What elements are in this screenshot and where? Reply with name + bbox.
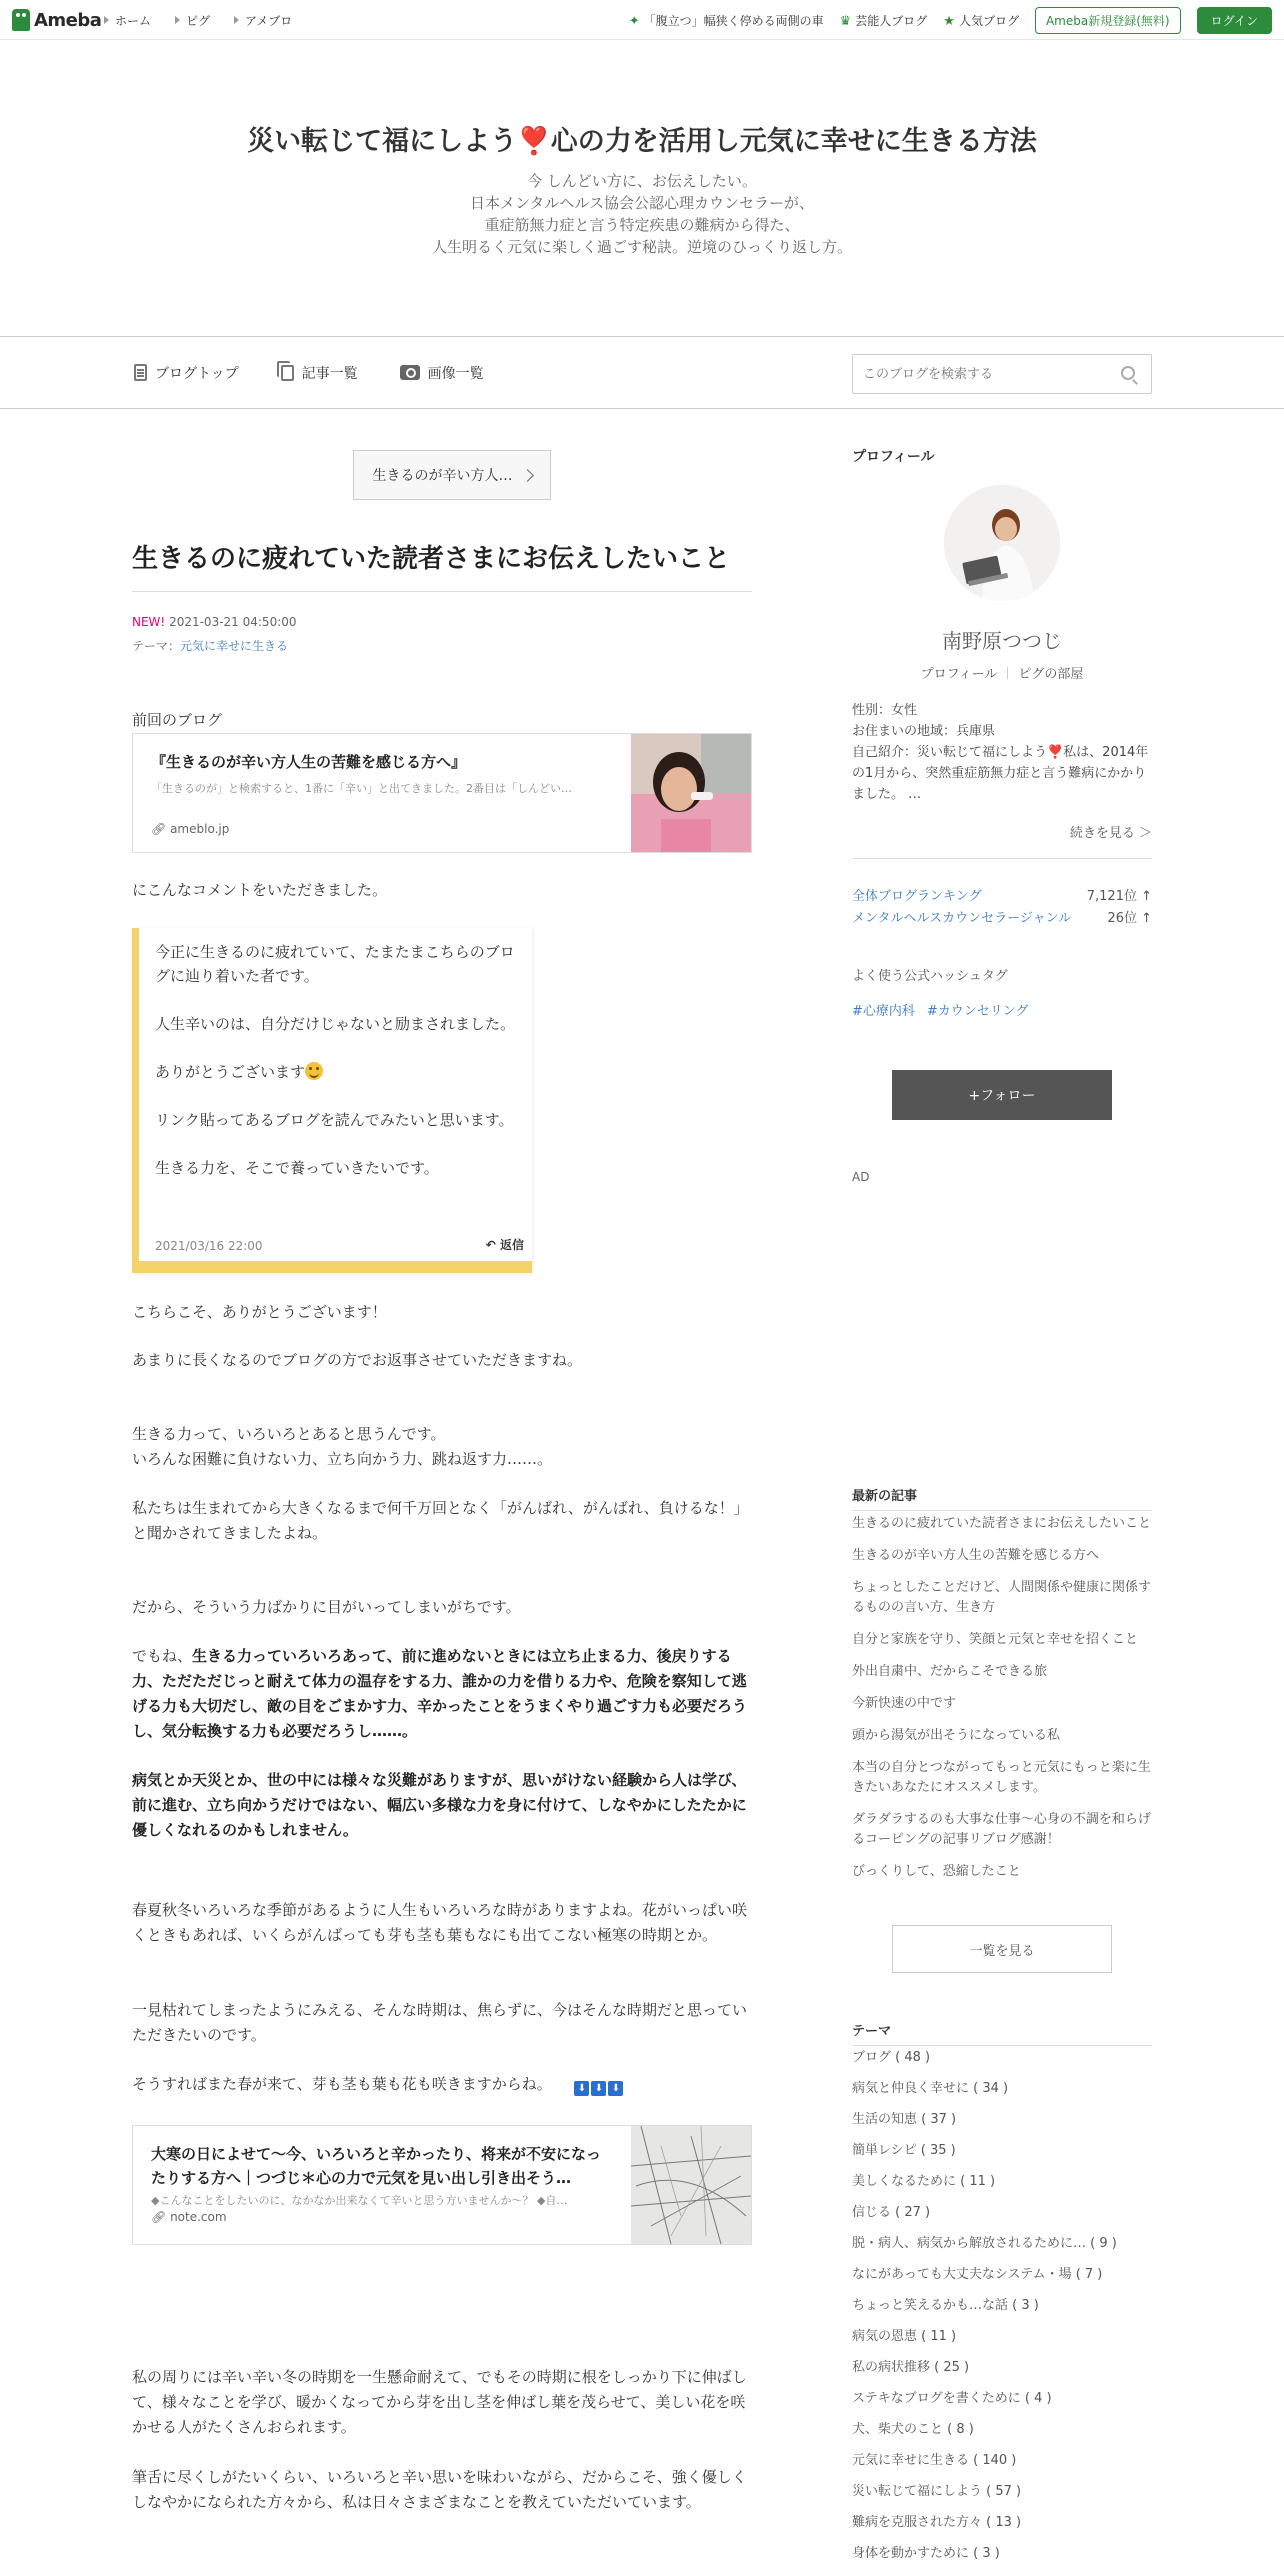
blog-top-link[interactable]: ブログトップ bbox=[134, 363, 239, 383]
link-card-desc: 「生きるのが」と検索すると、1番に「辛い」と出てきました。2番目は「しんどい… bbox=[151, 782, 572, 795]
reply-button[interactable]: ↶ 返信 bbox=[485, 1238, 524, 1252]
trending-topic-link[interactable]: ✦ 「腹立つ」幅狭く停める両側の車 bbox=[628, 13, 824, 29]
link-icon: 🔗︎ bbox=[151, 2210, 167, 2224]
theme-item[interactable]: 難病を克服された方々 ( 13 ) bbox=[852, 2515, 1022, 2530]
comment-intro: にこんなコメントをいただきました。 bbox=[132, 881, 388, 899]
paragraph: 生きる力って、いろいろとあると思うんです。 いろんな困難に負けない力、立ち向かう力、跳ね返す力……。 bbox=[132, 1425, 553, 1468]
recent-article-item[interactable]: 今新快速の中です bbox=[852, 1696, 957, 1711]
theme-item[interactable]: 美しくなるために ( 11 ) bbox=[852, 2174, 996, 2189]
pig-room-link[interactable]: ピグの部屋 bbox=[1018, 667, 1084, 682]
paragraph: 一見枯れてしまったようにみえる、そんな時期は、焦らずに、今はそんな時期だと思っていただきたいのです。 bbox=[132, 2001, 748, 2044]
theme-item[interactable]: 生活の知恵 ( 37 ) bbox=[852, 2112, 957, 2127]
avatar[interactable] bbox=[944, 485, 1060, 601]
recent-heading: 最新の記事 bbox=[852, 1485, 1152, 1511]
article-datetime: 2021-03-21 04:50:00 bbox=[169, 615, 297, 629]
theme-item[interactable]: ステキなブログを書くために ( 4 ) bbox=[852, 2391, 1052, 2406]
theme-item[interactable]: ちょっと笑えるかも…な話 ( 3 ) bbox=[852, 2298, 1039, 2313]
blog-header bbox=[0, 41, 1284, 336]
triangle-right-icon bbox=[175, 16, 180, 24]
image-list-link[interactable]: 画像一覧 bbox=[400, 363, 484, 383]
chevron-right-icon bbox=[521, 469, 534, 482]
profile-link[interactable]: プロフィール bbox=[920, 667, 998, 682]
comment-date: 2021/03/16 22:00 bbox=[155, 1239, 263, 1253]
theme-item[interactable]: ブログ ( 48 ) bbox=[852, 2050, 931, 2065]
theme-item[interactable]: 病気の恩恵 ( 11 ) bbox=[852, 2329, 957, 2344]
search-input[interactable] bbox=[853, 355, 1103, 393]
blog-search bbox=[852, 354, 1152, 394]
comment-text: 今正に生きるのに疲れていて、たまたまこちらのブログに辿り着いた者です。 人生辛いのは、自分だけじゃないと励まされました。 ありがとうございます リンク貼ってあるブログを読んでみたいと思います。 生きる力を、そこで養っていきたいです。 bbox=[155, 943, 516, 1177]
recent-article-item[interactable]: 外出自粛中、だからこそできる旅 bbox=[852, 1664, 1048, 1679]
recent-article-item[interactable]: びっくりして、恐縮したこと bbox=[852, 1864, 1021, 1879]
theme-item[interactable]: 信じる ( 27 ) bbox=[852, 2205, 931, 2220]
hashtag-heading: よく使う公式ハッシュタグ bbox=[852, 969, 1008, 984]
prev-article-button[interactable]: 生きるのが辛い方人… bbox=[353, 450, 551, 500]
crown-icon: ♛ bbox=[839, 13, 852, 29]
recent-articles bbox=[852, 1514, 1152, 1894]
profile-info: 性別：女性 お住まいの地域：兵庫県 自己紹介：災い転じて福にしよう❣️私は、2014年の1月から、突然重症筋無力症と言う難病にかかりました。 … bbox=[852, 703, 1149, 802]
star-icon: ★ bbox=[943, 13, 955, 29]
link-icon: 🔗︎ bbox=[151, 822, 167, 836]
down-arrows-icon: ⬇ ⬇ ⬇ bbox=[574, 2081, 623, 2096]
theme-item[interactable]: 脱・病人、病気から解放されるために… ( 9 ) bbox=[852, 2236, 1117, 2251]
paragraph: そうすればまた春が来て、芽も茎も葉も花も咲きますからね。 ⬇ ⬇ ⬇ bbox=[132, 2072, 752, 2097]
follow-button[interactable]: +フォロー bbox=[892, 1070, 1112, 1120]
link-card-title: 大寒の日によせて〜今、いろいろと辛かったり、将来が不安になったりする方へ｜つづじ＊心の力で元気を見い出し引き出そう… bbox=[151, 2145, 602, 2187]
reply-arrow-icon: ↶ bbox=[485, 1238, 496, 1252]
logo-text: Ameba bbox=[34, 9, 102, 31]
profile-links bbox=[852, 663, 1152, 682]
paragraph: 私たちは生まれてから大きくなるまで何千万回となく「がんばれ、がんばれ、負けるな！」 と聞かされてきましたよね。 bbox=[132, 1499, 749, 1542]
ameba-logo[interactable] bbox=[12, 8, 101, 32]
document-icon bbox=[134, 364, 147, 381]
paragraph: 私の周りには辛い辛い冬の時期を一生懸命耐えて、でもその時期に根をしっかり下に伸ばして、様々なことを学び、暖かくなってから芽を出し茎を伸ばし葉を茂らせて、美しい花を咲かせる人がたくさんおられます。 bbox=[132, 2368, 747, 2436]
copy-icon bbox=[281, 365, 294, 381]
theme-list bbox=[852, 2048, 1152, 2568]
recent-article-item[interactable]: ダラダラするのも大事な仕事〜心身の不調を和らげるコーピングの記事リブログ感謝！ bbox=[852, 1812, 1151, 1847]
link-card-thumbnail bbox=[631, 734, 751, 852]
recent-article-item[interactable]: 本当の自分とつながってもっと元気にもっと楽に生きたいあなたにオススメします。 bbox=[852, 1760, 1151, 1795]
link-card-domain: 🔗︎ ameblo.jp bbox=[151, 822, 230, 836]
profile-name[interactable]: 南野原つつじ bbox=[942, 629, 1062, 653]
link-card-title: 『生きるのが辛い方人生の苦難を感じる方へ』 bbox=[151, 753, 467, 771]
hashtag-item[interactable]: #カウンセリング bbox=[926, 1004, 1029, 1019]
link-card-prev-blog[interactable] bbox=[132, 733, 752, 853]
nav-pig[interactable]: ピグ bbox=[175, 12, 210, 29]
article-meta: NEW! 2021-03-21 04:50:00 テーマ：元気に幸せに生きる bbox=[132, 615, 297, 653]
theme-item[interactable]: 病気と仲良く幸せに ( 34 ) bbox=[852, 2081, 1009, 2096]
paragraph-bold: 病気とか天災とか、世の中には様々な災難がありますが、思いがけない経験から人は学び、前に進む、立ち向かうだけではない、幅広い多様な力を身に付けて、しなやかにしたたかに優しくなれるのかもしれません。 bbox=[132, 1771, 747, 1839]
nav-home[interactable]: ホーム bbox=[104, 12, 151, 29]
paragraph-bold: でもね、生きる力っていろいろあって、前に進めないときには立ち止まる力、後戻りする力、ただただじっと耐えて体力の温存をする力、誰かの力を借りる力や、危険を察知して逃げる力も大切だし、敵の目をごまかす力、辛かったことをうまくやり過ごす力も必要だろうし、気分転換する力も必要だろうし……。 bbox=[132, 1647, 748, 1740]
theme-item[interactable]: 犬、柴犬のこと ( 8 ) bbox=[852, 2422, 974, 2437]
smile-emoji-icon bbox=[305, 1062, 323, 1080]
recent-article-item[interactable]: 生きるのが辛い方人生の苦難を感じる方へ bbox=[852, 1548, 1100, 1563]
theme-heading: テーマ bbox=[852, 2020, 1152, 2046]
ameba-logo-icon bbox=[12, 9, 30, 31]
search-icon[interactable] bbox=[1121, 366, 1135, 380]
nav-ameblo[interactable]: アメブロ bbox=[234, 12, 292, 29]
theme-item[interactable]: 元気に幸せに生きる ( 140 ) bbox=[852, 2453, 1017, 2468]
article-theme-link[interactable]: 元気に幸せに生きる bbox=[180, 639, 289, 653]
article-title[interactable]: 生きるのに疲れていた読者さまにお伝えしたいこと bbox=[132, 538, 752, 592]
blog-description: 今 しんどい方に、お伝えしたい。 日本メンタルヘルス協会公認心理カウンセラーが、 重症筋無力症と言う特定疾患の難病から得た、 人生明るく元気に楽しく過ごす秘訣。逆境のひっくり返し方。 bbox=[431, 172, 852, 256]
profile-more-link[interactable]: 続きを見る ＞ bbox=[1069, 826, 1152, 841]
ranking-overall[interactable]: 全体ブログランキング 7,121位 ↑ bbox=[852, 889, 1152, 904]
blog-title[interactable]: 災い転じて福にしよう❣️心の力を活用し元気に幸せに生きる方法 bbox=[247, 126, 1037, 157]
link-card-domain: 🔗︎ note.com bbox=[151, 2210, 227, 2224]
triangle-right-icon bbox=[234, 16, 239, 24]
camera-icon bbox=[400, 365, 420, 380]
blog-nav bbox=[0, 336, 1284, 409]
theme-item[interactable]: 身体を動かすために ( 3 ) bbox=[852, 2546, 1000, 2561]
popular-blog-link[interactable]: ★ 人気ブログ bbox=[943, 13, 1019, 29]
recent-article-item[interactable]: 頭から湯気が出そうになっている私 bbox=[852, 1728, 1061, 1743]
top-right-links bbox=[629, 0, 1272, 40]
triangle-right-icon bbox=[104, 16, 109, 24]
recent-article-item[interactable]: ちょっとしたことだけど、人間関係や健康に関係するものの言い方、生き方 bbox=[852, 1580, 1152, 1615]
top-bar bbox=[0, 0, 1284, 40]
celebrity-blog-link[interactable]: ♛ 芸能人ブログ bbox=[839, 13, 928, 29]
register-button[interactable]: Ameba新規登録(無料) bbox=[1035, 7, 1181, 34]
link-card-desc: ◆こんなことをしたいのに、なかなか出来なくて辛いと思う方いませんか〜？ ◆自… bbox=[151, 2194, 568, 2207]
theme-item[interactable]: 簡単レシピ ( 35 ) bbox=[852, 2143, 956, 2158]
sparkle-icon: ✦ bbox=[628, 13, 640, 29]
link-card-note[interactable] bbox=[132, 2125, 752, 2245]
view-list-button[interactable]: 一覧を見る bbox=[892, 1925, 1112, 1973]
top-nav bbox=[104, 0, 292, 40]
link-card-thumbnail bbox=[631, 2126, 751, 2244]
recent-article-item[interactable]: 自分と家族を守り、笑顔と元気と幸せを招くこと bbox=[852, 1632, 1139, 1647]
theme-item[interactable]: なにがあっても大丈夫なシステム・場 ( 7 ) bbox=[852, 2267, 1103, 2282]
paragraph: あまりに長くなるのでブログの方でお返事させていただきますね。 bbox=[132, 1351, 583, 1369]
paragraph: だから、そういう力ばかりに目がいってしまいがちです。 bbox=[132, 1598, 521, 1616]
new-badge: NEW! bbox=[132, 615, 166, 629]
theme-item[interactable]: 私の病状推移 ( 25 ) bbox=[852, 2360, 970, 2375]
paragraph: 筆舌に尽くしがたいくらい、いろいろと辛い思いを味わいながら、だからこそ、強く優しくしなやかになられた方々から、私は日々さまざまなことを教えていただいています。 bbox=[132, 2468, 747, 2511]
profile-heading: プロフィール bbox=[852, 449, 935, 465]
paragraph: 春夏秋冬いろいろな季節があるように人生もいろいろな時がありますよね。花がいっぱい咲くときもあれば、いくらがんばっても芽も茎も葉もなにも出てこない極寒の時期とか。 bbox=[132, 1901, 748, 1944]
login-button[interactable]: ログイン bbox=[1197, 7, 1272, 34]
prev-blog-label: 前回のブログ bbox=[132, 711, 223, 729]
article-list-link[interactable]: 記事一覧 bbox=[281, 363, 358, 383]
hashtag-list bbox=[852, 1000, 1029, 1019]
recent-article-item[interactable]: 生きるのに疲れていた読者さまにお伝えしたいこと bbox=[852, 1516, 1152, 1531]
paragraph: こちらこそ、ありがとうございます！ bbox=[132, 1303, 387, 1321]
theme-item[interactable]: 災い転じて福にしよう ( 57 ) bbox=[852, 2484, 1022, 2499]
quoted-comment bbox=[132, 928, 532, 1273]
hashtag-item[interactable]: #心療内科 bbox=[852, 1004, 915, 1019]
ranking-genre[interactable]: メンタルヘルスカウンセラージャンル 26位 ↑ bbox=[852, 911, 1152, 926]
ad-label: AD bbox=[852, 1170, 870, 1184]
